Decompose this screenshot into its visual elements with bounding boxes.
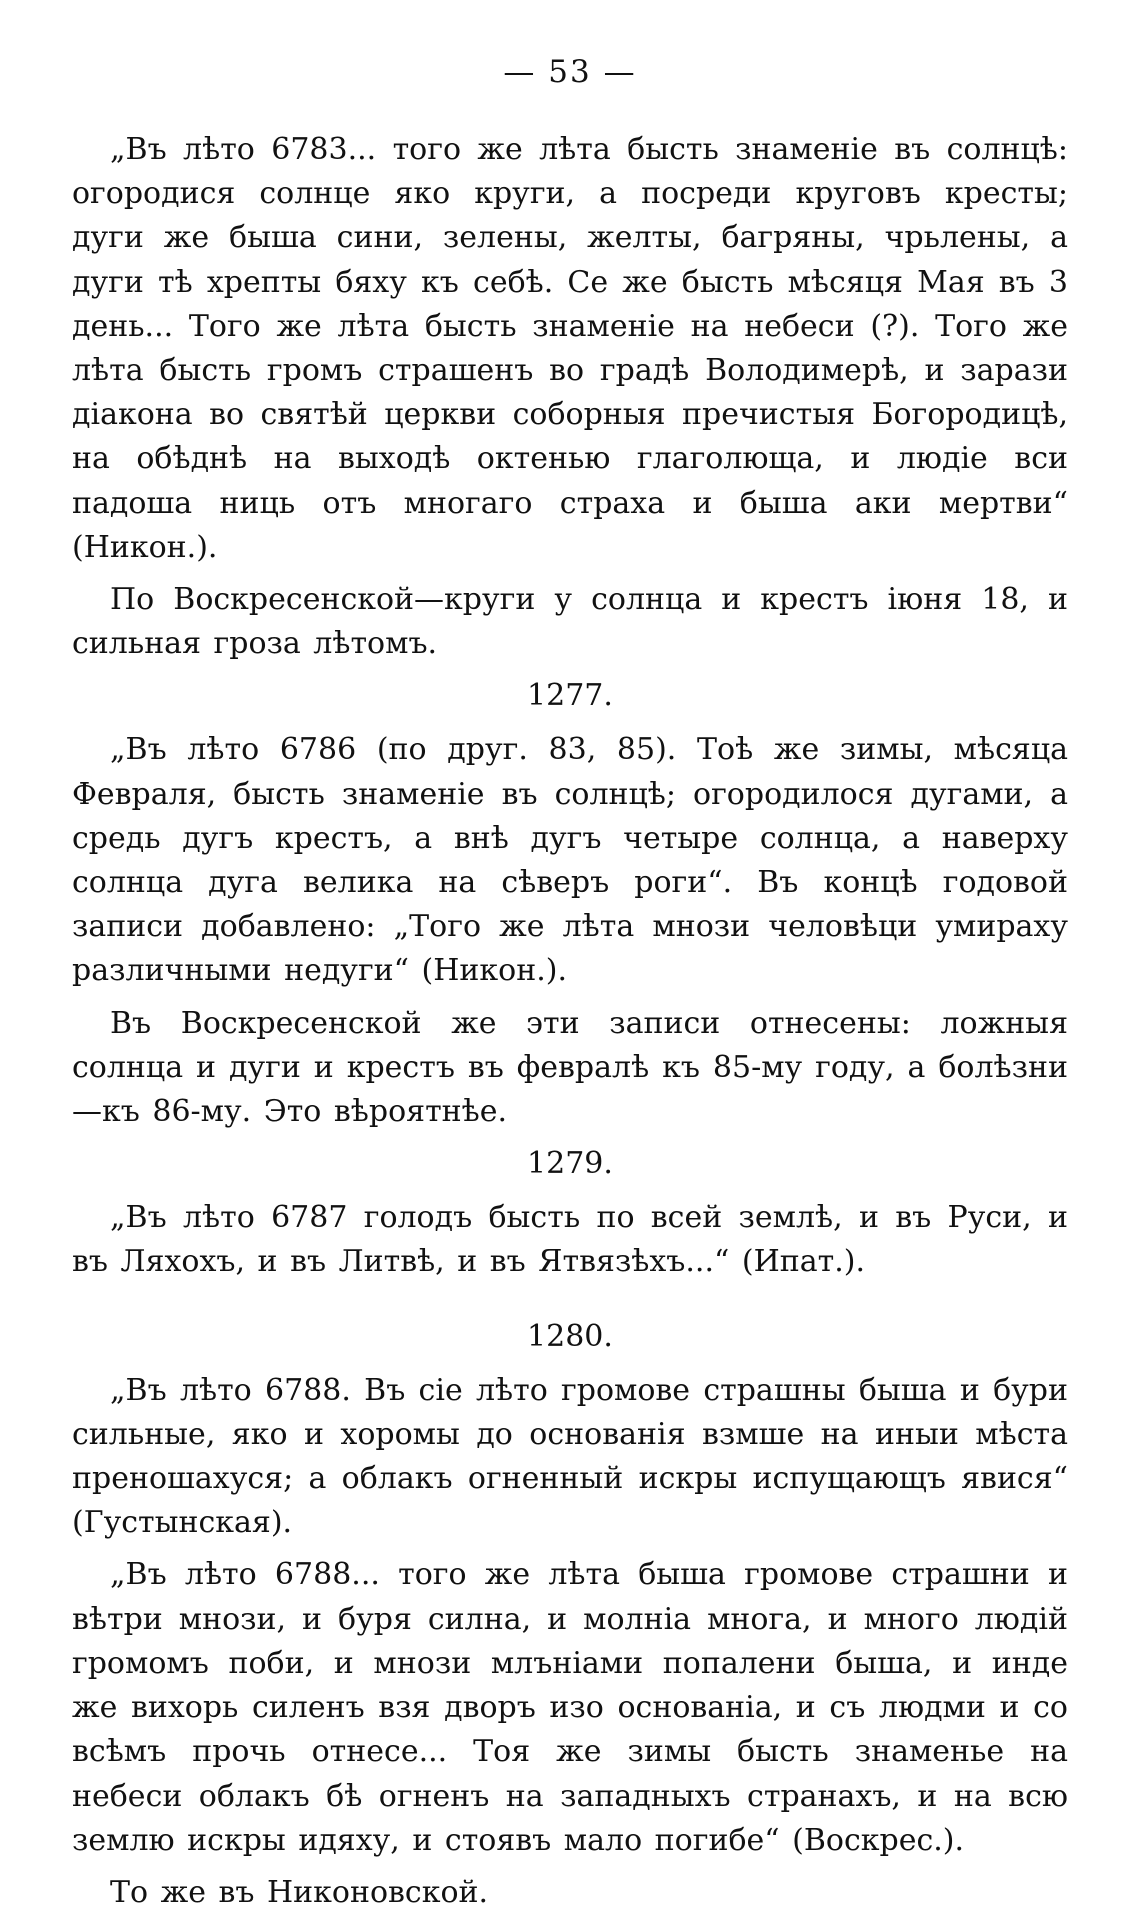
year-heading-1277: 1277. [527, 678, 613, 714]
text-body [72, 128, 1068, 1915]
paragraph-6788-gustynskaya: „Въ лѣто 6788. Въ сіе лѣто громове страшны быша и бури сильные, яко и хоромы до основанія взмше на иныи мѣста преношахуся; а облакъ огненный искры испущающъ явися“ (Густынская). [72, 1372, 1068, 1541]
paragraph-6783: „Въ лѣто 6783... того же лѣта бысть знаменіе въ солнцѣ: огородися солнце яко круги, а посреди круговъ кресты; дуги же быша сини, зелены, желты, багряны, чрьлены, а дуги тѣ хрепты бяху къ себѣ. Се же бысть мѣсяця Мая въ 3 день... Того же лѣта бысть знаменіе на небеси (?). Того же лѣта бысть громъ страшенъ во градѣ Володимерѣ, и зарази діакона во святѣй церкви соборныя пречистыя Богородицѣ, на обѣднѣ на выходѣ октенью глаголюща, и людіе вси падоша ниць отъ многаго страха и быша аки мертви“ (Никон.). [72, 132, 1068, 565]
year-heading-1279: 1279. [527, 1146, 613, 1182]
paragraph-6788-voskresenskaya: „Въ лѣто 6788... того же лѣта быша громове страшни и вѣтри мнози, и буря силна, и молніа многа, и много людій громомъ поби, и мнози млъніами попалени быша, и инде же вихорь силенъ взя дворъ изо основаніа, и съ людми и со всѣмъ прочь отнесе... Тоя же зимы бысть знаменье на небеси облакъ бѣ огненъ на западныхъ странахъ, и на всю землю искры идяху, и стоявъ мало погибе“ (Воскрес.). [72, 1557, 1068, 1858]
page-number: — 53 — [503, 54, 637, 90]
year-heading-1280: 1280. [527, 1318, 613, 1354]
paragraph-6786: „Въ лѣто 6786 (по друг. 83, 85). Тоѣ же зимы, мѣсяца Февраля, бысть знаменіе въ солнцѣ; огородилося дугами, а средь дугъ крестъ, а внѣ дугъ четыре солнца, а наверху солнца дуга велика на сѣверъ роги“. Въ концѣ годовой записи добавлено: „Того же лѣта мнози человѣци умираху различными недуги“ (Никон.). [72, 732, 1068, 989]
paragraph-6787: „Въ лѣто 6787 голодъ бысть по всей землѣ, и въ Руси, и въ Ляхохъ, и въ Литвѣ, и въ Ятвязѣхъ...“ (Ипат.). [72, 1200, 1068, 1280]
paragraph-voskresenskaya-1: По Воскресенской—круги у солнца и крестъ іюня 18, и сильная гроза лѣтомъ. [72, 582, 1068, 662]
paragraph-nikonovskaya: То же въ Никоновской. [110, 1874, 489, 1910]
paragraph-voskresenskaya-2: Въ Воскресенской же эти записи отнесены: ложныя солнца и дуги и крестъ въ февралѣ къ 85-му году, а болѣзни—къ 86-му. Это вѣроятнѣе. [72, 1005, 1068, 1130]
